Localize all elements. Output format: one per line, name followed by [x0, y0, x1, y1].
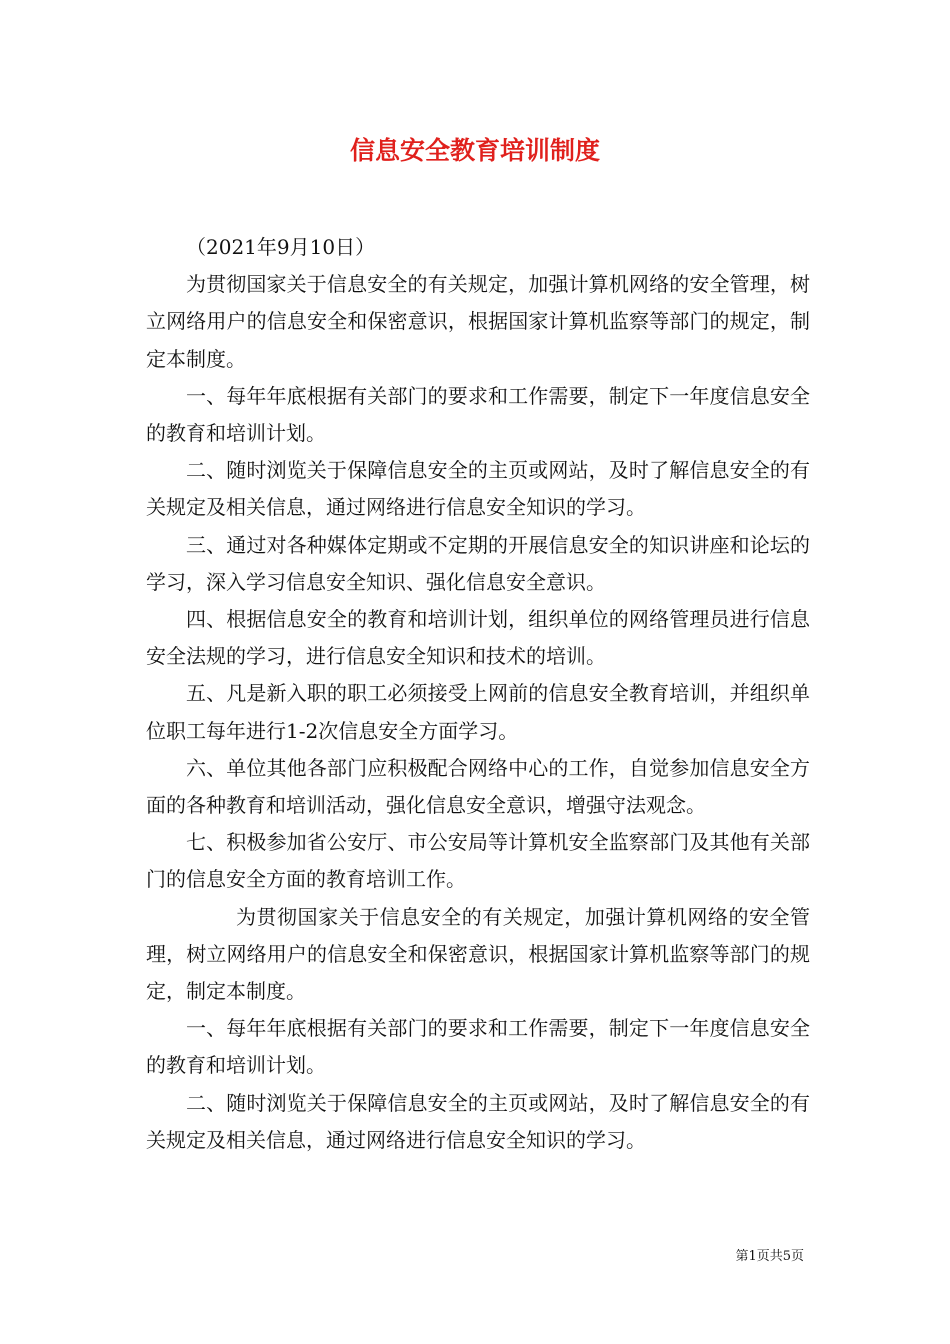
paragraph: 六、单位其他各部门应积极配合网络中心的工作，自觉参加信息安全方面的各种教育和培训活动，强化信息安全意识，增强守法观念。	[146, 755, 810, 818]
document-title: 信息安全教育培训制度	[349, 136, 600, 165]
paragraph: 一、每年年底根据有关部门的要求和工作需要，制定下一年度信息安全的教育和培训计划。	[146, 1016, 810, 1078]
paragraph: 三、通过对各种媒体定期或不定期的开展信息安全的知识讲座和论坛的学习，深入学习信息安全知识、强化信息安全意识。	[146, 532, 810, 594]
document-body	[146, 229, 810, 1159]
document-date: （2021年9月10日）	[186, 235, 376, 259]
paragraph: 四、根据信息安全的教育和培训计划，组织单位的网络管理员进行信息安全法规的学习，进行信息安全知识和技术的培训。	[146, 607, 810, 669]
paragraph: 为贯彻国家关于信息安全的有关规定，加强计算机网络的安全管理，树立网络用户的信息安全和保密意识，根据国家计算机监察等部门的规定，制定本制度。	[146, 904, 810, 1004]
paragraph: 二、随时浏览关于保障信息安全的主页或网站，及时了解信息安全的有关规定及相关信息，通过网络进行信息安全知识的学习。	[146, 458, 810, 520]
paragraph: 二、随时浏览关于保障信息安全的主页或网站，及时了解信息安全的有关规定及相关信息，通过网络进行信息安全知识的学习。	[146, 1090, 810, 1152]
paragraph: 七、积极参加省公安厅、市公安局等计算机安全监察部门及其他有关部门的信息安全方面的教育培训工作。	[146, 830, 810, 892]
paragraph: 五、凡是新入职的职工必须接受上网前的信息安全教育培训，并组织单位职工每年进行1-2次信息安全方面学习。	[146, 681, 810, 743]
page-number-footer: 第1页共5页	[735, 1249, 804, 1264]
paragraph: 一、每年年底根据有关部门的要求和工作需要，制定下一年度信息安全的教育和培训计划。	[146, 383, 810, 446]
paragraph: 为贯彻国家关于信息安全的有关规定，加强计算机网络的安全管理，树立网络用户的信息安全和保密意识，根据国家计算机监察等部门的规定，制定本制度。	[146, 272, 810, 371]
